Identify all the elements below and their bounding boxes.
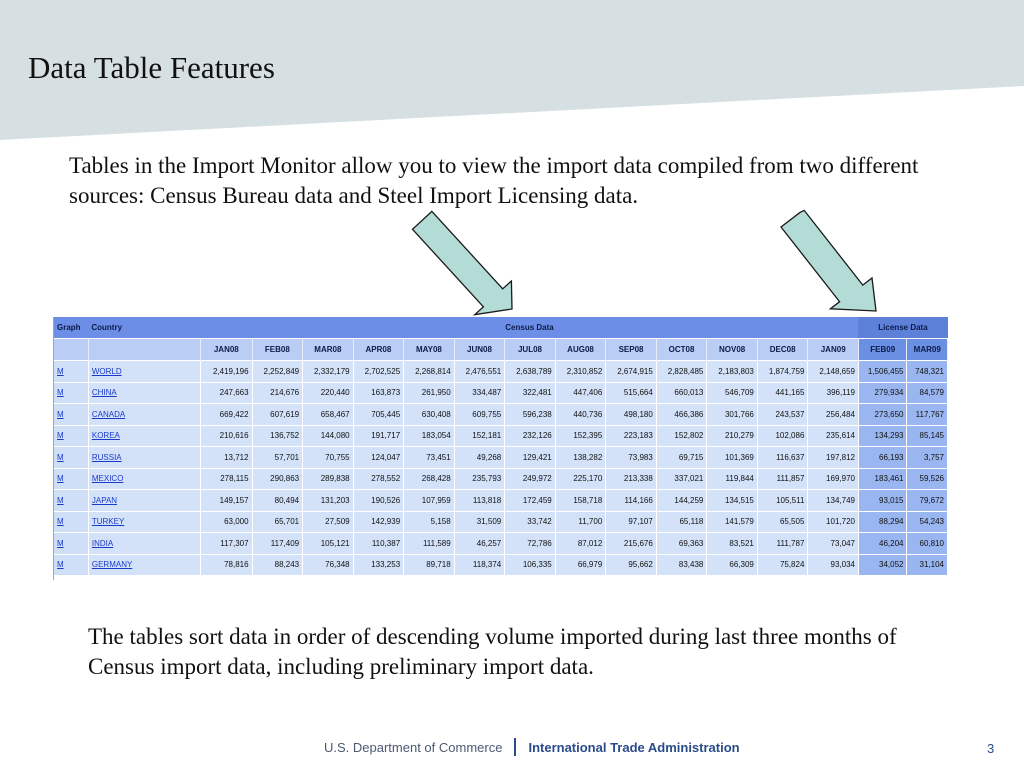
import-data-table: [53, 317, 948, 580]
month-header-jun08[interactable]: JUN08: [454, 339, 505, 361]
intro-paragraph: Tables in the Import Monitor allow you to view the import data compiled from two different sources: Census Bureau data and Steel Import Licensing data.: [69, 153, 919, 208]
value-cell: 2,702,525: [353, 361, 404, 383]
graph-cell: [54, 490, 88, 512]
footer-department: U.S. Department of Commerce: [324, 740, 503, 755]
value-cell: 11,700: [555, 511, 606, 533]
value-cell: 466,386: [656, 404, 707, 426]
value-cell: 290,863: [252, 468, 303, 490]
value-cell: 116,637: [757, 447, 808, 469]
month-header-jul08[interactable]: JUL08: [505, 339, 556, 361]
value-cell: 2,268,814: [404, 361, 455, 383]
value-cell: 89,718: [404, 554, 455, 575]
value-cell: 289,838: [303, 468, 354, 490]
value-cell: 158,718: [555, 490, 606, 512]
country-cell: [88, 511, 200, 533]
value-cell: 73,451: [404, 447, 455, 469]
graph-cell: [54, 361, 88, 383]
value-cell: 83,521: [707, 533, 758, 555]
value-cell: 2,476,551: [454, 361, 505, 383]
country-cell: [88, 361, 200, 383]
value-cell: 46,257: [454, 533, 505, 555]
value-cell: 88,243: [252, 554, 303, 575]
footer-separator: [514, 738, 516, 756]
value-cell: 129,421: [505, 447, 556, 469]
value-cell: 79,672: [907, 490, 948, 512]
value-cell: 65,701: [252, 511, 303, 533]
value-cell: 334,487: [454, 382, 505, 404]
graph-cell: [54, 404, 88, 426]
value-cell: 172,459: [505, 490, 556, 512]
value-cell: 144,080: [303, 425, 354, 447]
value-cell: 278,115: [201, 468, 253, 490]
license-data-header: License Data: [858, 317, 947, 339]
value-cell: 93,034: [808, 554, 859, 575]
value-cell: 152,802: [656, 425, 707, 447]
value-cell: 131,203: [303, 490, 354, 512]
month-header-sep08[interactable]: SEP08: [606, 339, 657, 361]
graph-cell: [54, 468, 88, 490]
value-cell: 111,787: [757, 533, 808, 555]
value-cell: 113,818: [454, 490, 505, 512]
value-cell: 658,467: [303, 404, 354, 426]
value-cell: 163,873: [353, 382, 404, 404]
country-column-header: Country: [88, 317, 200, 339]
value-cell: 301,766: [707, 404, 758, 426]
value-cell: 111,857: [757, 468, 808, 490]
graph-column-header: Graph: [54, 317, 88, 339]
value-cell: 210,616: [201, 425, 253, 447]
value-cell: 596,238: [505, 404, 556, 426]
value-cell: 261,950: [404, 382, 455, 404]
value-cell: 101,369: [707, 447, 758, 469]
value-cell: 33,742: [505, 511, 556, 533]
census-data-header: Census Data: [201, 317, 859, 339]
country-link[interactable]: WORLD: [91, 366, 122, 376]
page-number: 3: [987, 741, 995, 756]
month-header-mar09[interactable]: MAR09: [907, 339, 948, 361]
value-cell: 66,193: [858, 447, 907, 469]
month-header-blank: [54, 339, 88, 361]
value-cell: 80,494: [252, 490, 303, 512]
value-cell: 5,158: [404, 511, 455, 533]
value-cell: 117,307: [201, 533, 253, 555]
value-cell: 101,720: [808, 511, 859, 533]
value-cell: 3,757: [907, 447, 948, 469]
country-link[interactable]: GERMANY: [91, 560, 133, 570]
value-cell: 85,145: [907, 425, 948, 447]
value-cell: 223,183: [606, 425, 657, 447]
value-cell: 13,712: [201, 447, 253, 469]
value-cell: 225,170: [555, 468, 606, 490]
value-cell: 609,755: [454, 404, 505, 426]
table-row: [54, 554, 948, 575]
value-cell: 2,148,659: [808, 361, 859, 383]
graph-link[interactable]: M: [57, 517, 64, 527]
value-cell: 110,387: [353, 533, 404, 555]
value-cell: 152,181: [454, 425, 505, 447]
value-cell: 705,445: [353, 404, 404, 426]
value-cell: 54,243: [907, 511, 948, 533]
graph-link[interactable]: M: [57, 474, 64, 484]
value-cell: 149,157: [201, 490, 253, 512]
country-link[interactable]: INDIA: [91, 538, 114, 548]
value-cell: 232,126: [505, 425, 556, 447]
value-cell: 2,183,803: [707, 361, 758, 383]
value-cell: 138,282: [555, 447, 606, 469]
value-cell: 65,505: [757, 511, 808, 533]
value-cell: 515,664: [606, 382, 657, 404]
arrow-to-census-data: [413, 211, 513, 314]
value-cell: 118,374: [454, 554, 505, 575]
value-cell: 152,395: [555, 425, 606, 447]
country-link[interactable]: CHINA: [91, 388, 117, 398]
value-cell: 278,552: [353, 468, 404, 490]
value-cell: 73,983: [606, 447, 657, 469]
value-cell: 197,812: [808, 447, 859, 469]
month-header-feb09[interactable]: FEB09: [858, 339, 907, 361]
value-cell: 249,972: [505, 468, 556, 490]
month-header-jan09[interactable]: JAN09: [808, 339, 859, 361]
month-header-mar08[interactable]: MAR08: [303, 339, 354, 361]
country-cell: [88, 447, 200, 469]
country-link[interactable]: MEXICO: [91, 474, 124, 484]
value-cell: 87,012: [555, 533, 606, 555]
value-cell: 46,204: [858, 533, 907, 555]
value-cell: 57,701: [252, 447, 303, 469]
value-cell: 69,363: [656, 533, 707, 555]
table-row: [54, 425, 948, 447]
country-cell: [88, 425, 200, 447]
value-cell: 214,676: [252, 382, 303, 404]
value-cell: 76,348: [303, 554, 354, 575]
value-cell: 73,047: [808, 533, 859, 555]
graph-link[interactable]: M: [57, 388, 64, 398]
table-row: [54, 468, 948, 490]
value-cell: 191,717: [353, 425, 404, 447]
value-cell: 2,310,852: [555, 361, 606, 383]
table-row: [54, 533, 948, 555]
value-cell: 136,752: [252, 425, 303, 447]
month-header-feb08[interactable]: FEB08: [252, 339, 303, 361]
value-cell: 2,638,789: [505, 361, 556, 383]
value-cell: 95,662: [606, 554, 657, 575]
graph-link[interactable]: M: [57, 366, 64, 376]
value-cell: 141,579: [707, 511, 758, 533]
sort-paragraph: The tables sort data in order of descending volume imported during last three months of Census import data, including preliminary import data.: [88, 624, 897, 679]
graph-cell: [54, 511, 88, 533]
country-link[interactable]: RUSSIA: [91, 452, 122, 462]
table-row: [54, 511, 948, 533]
value-cell: 117,767: [907, 404, 948, 426]
month-header-aug08[interactable]: AUG08: [555, 339, 606, 361]
month-header-oct08[interactable]: OCT08: [656, 339, 707, 361]
value-cell: 142,939: [353, 511, 404, 533]
value-cell: 243,537: [757, 404, 808, 426]
value-cell: 2,332,179: [303, 361, 354, 383]
value-cell: 748,321: [907, 361, 948, 383]
value-cell: 213,338: [606, 468, 657, 490]
value-cell: 660,013: [656, 382, 707, 404]
value-cell: 247,663: [201, 382, 253, 404]
value-cell: 31,104: [907, 554, 948, 575]
value-cell: 75,824: [757, 554, 808, 575]
value-cell: 106,335: [505, 554, 556, 575]
value-cell: 66,309: [707, 554, 758, 575]
month-header-nov08[interactable]: NOV08: [707, 339, 758, 361]
table-row: [54, 382, 948, 404]
slide-title: Data Table Features: [28, 50, 275, 85]
value-cell: 78,816: [201, 554, 253, 575]
graph-link[interactable]: M: [57, 409, 64, 419]
value-cell: 65,118: [656, 511, 707, 533]
value-cell: 69,715: [656, 447, 707, 469]
value-cell: 256,484: [808, 404, 859, 426]
graph-link[interactable]: M: [57, 495, 64, 505]
country-cell: [88, 468, 200, 490]
value-cell: 630,408: [404, 404, 455, 426]
value-cell: 220,440: [303, 382, 354, 404]
month-header-jan08[interactable]: JAN08: [201, 339, 253, 361]
country-link[interactable]: TURKEY: [91, 517, 125, 527]
country-cell: [88, 533, 200, 555]
value-cell: 119,844: [707, 468, 758, 490]
value-cell: 111,589: [404, 533, 455, 555]
value-cell: 49,268: [454, 447, 505, 469]
value-cell: 60,810: [907, 533, 948, 555]
value-cell: 97,107: [606, 511, 657, 533]
value-cell: 441,165: [757, 382, 808, 404]
value-cell: 215,676: [606, 533, 657, 555]
value-cell: 607,619: [252, 404, 303, 426]
value-cell: 134,293: [858, 425, 907, 447]
value-cell: 440,736: [555, 404, 606, 426]
value-cell: 279,934: [858, 382, 907, 404]
value-cell: 66,979: [555, 554, 606, 575]
graph-cell: [54, 447, 88, 469]
month-header-blank: [88, 339, 200, 361]
table-row: [54, 361, 948, 383]
value-cell: 114,166: [606, 490, 657, 512]
graph-cell: [54, 554, 88, 575]
graph-link[interactable]: M: [57, 560, 64, 570]
month-header-may08[interactable]: MAY08: [404, 339, 455, 361]
value-cell: 235,793: [454, 468, 505, 490]
value-cell: 1,874,759: [757, 361, 808, 383]
value-cell: 102,086: [757, 425, 808, 447]
value-cell: 2,828,485: [656, 361, 707, 383]
country-cell: [88, 404, 200, 426]
value-cell: 2,252,849: [252, 361, 303, 383]
graph-cell: [54, 425, 88, 447]
graph-link[interactable]: M: [57, 431, 64, 441]
month-header-apr08[interactable]: APR08: [353, 339, 404, 361]
value-cell: 107,959: [404, 490, 455, 512]
value-cell: 273,650: [858, 404, 907, 426]
table-row: [54, 490, 948, 512]
value-cell: 322,481: [505, 382, 556, 404]
value-cell: 133,253: [353, 554, 404, 575]
value-cell: 63,000: [201, 511, 253, 533]
footer: [324, 738, 740, 756]
value-cell: 84,579: [907, 382, 948, 404]
country-cell: [88, 382, 200, 404]
value-cell: 2,419,196: [201, 361, 253, 383]
month-header-dec08[interactable]: DEC08: [757, 339, 808, 361]
country-cell: [88, 490, 200, 512]
value-cell: 268,428: [404, 468, 455, 490]
graph-link[interactable]: M: [57, 538, 64, 548]
value-cell: 183,054: [404, 425, 455, 447]
value-cell: 124,047: [353, 447, 404, 469]
value-cell: 546,709: [707, 382, 758, 404]
value-cell: 190,526: [353, 490, 404, 512]
value-cell: 105,121: [303, 533, 354, 555]
value-cell: 669,422: [201, 404, 253, 426]
value-cell: 498,180: [606, 404, 657, 426]
value-cell: 447,406: [555, 382, 606, 404]
graph-cell: [54, 533, 88, 555]
table-row: [54, 404, 948, 426]
value-cell: 1,506,455: [858, 361, 907, 383]
value-cell: 27,509: [303, 511, 354, 533]
graph-link[interactable]: M: [57, 452, 64, 462]
graph-cell: [54, 382, 88, 404]
value-cell: 144,259: [656, 490, 707, 512]
value-cell: 183,461: [858, 468, 907, 490]
country-link[interactable]: CANADA: [91, 409, 126, 419]
value-cell: 31,509: [454, 511, 505, 533]
value-cell: 169,970: [808, 468, 859, 490]
country-link[interactable]: JAPAN: [91, 495, 118, 505]
value-cell: 210,279: [707, 425, 758, 447]
value-cell: 34,052: [858, 554, 907, 575]
value-cell: 396,119: [808, 382, 859, 404]
value-cell: 117,409: [252, 533, 303, 555]
country-cell: [88, 554, 200, 575]
table-row: [54, 447, 948, 469]
value-cell: 88,294: [858, 511, 907, 533]
value-cell: 70,755: [303, 447, 354, 469]
value-cell: 134,749: [808, 490, 859, 512]
value-cell: 72,786: [505, 533, 556, 555]
value-cell: 337,021: [656, 468, 707, 490]
footer-agency: International Trade Administration: [528, 740, 740, 755]
value-cell: 134,515: [707, 490, 758, 512]
value-cell: 105,511: [757, 490, 808, 512]
value-cell: 93,015: [858, 490, 907, 512]
value-cell: 59,526: [907, 468, 948, 490]
value-cell: 2,674,915: [606, 361, 657, 383]
value-cell: 83,438: [656, 554, 707, 575]
country-link[interactable]: KOREA: [91, 431, 120, 441]
value-cell: 235,614: [808, 425, 859, 447]
arrow-to-license-data: [781, 210, 876, 311]
